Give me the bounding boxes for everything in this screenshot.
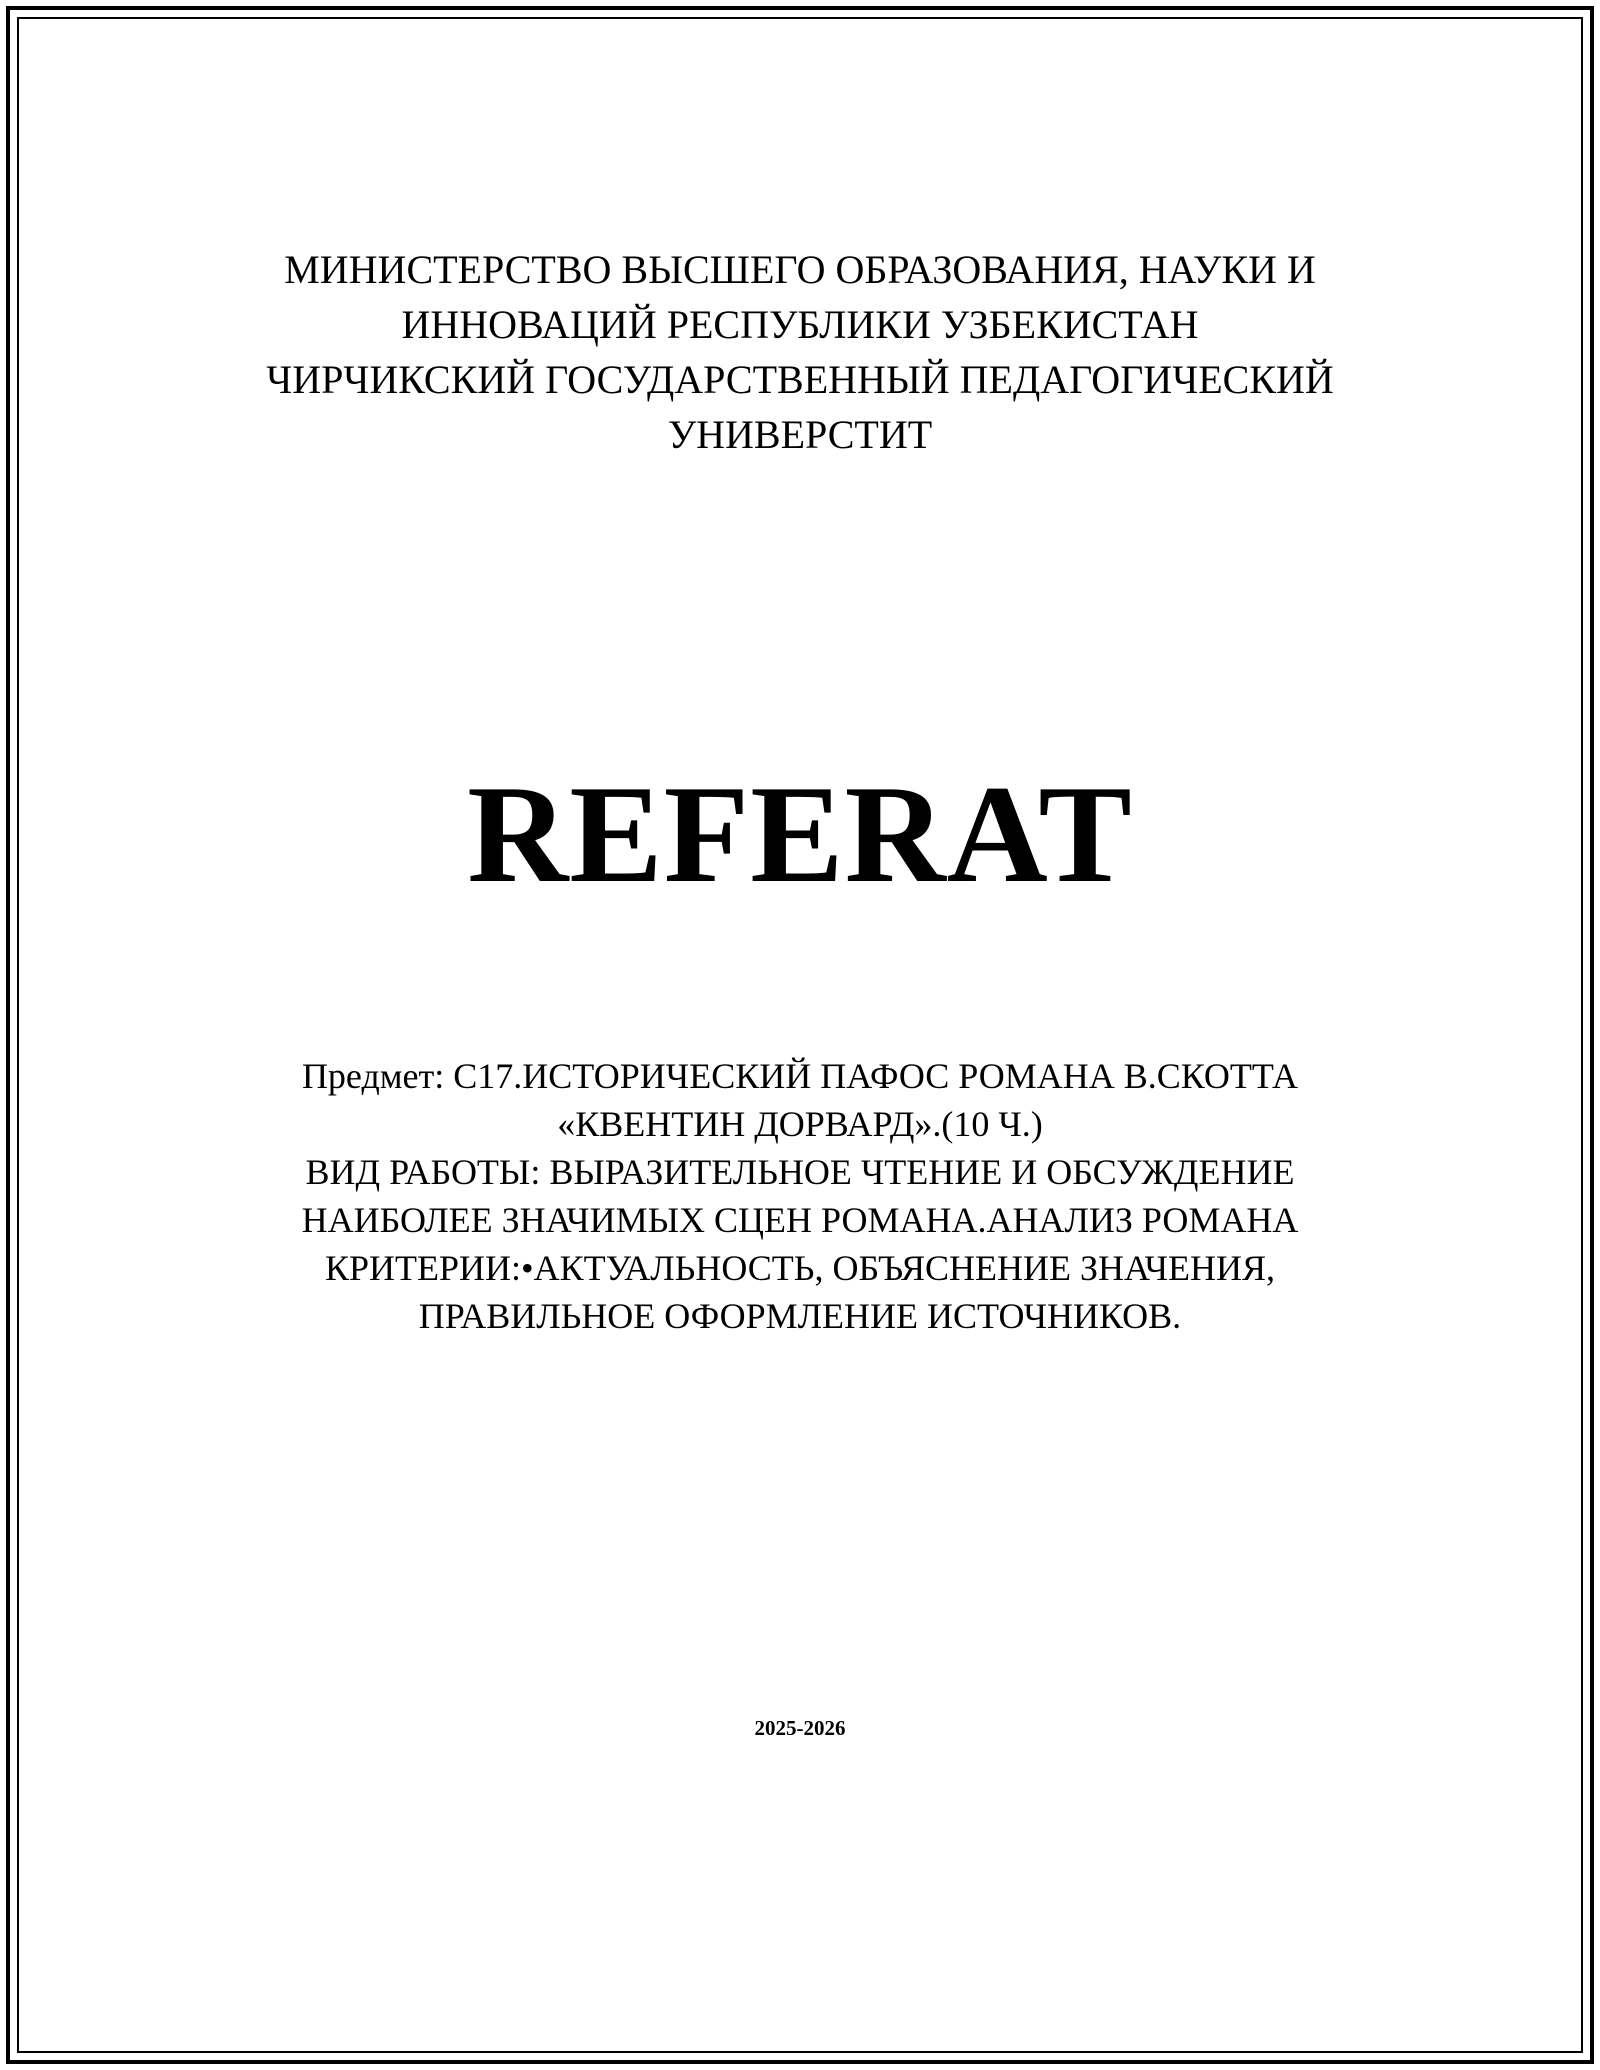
subject-line: Предмет: С17.ИСТОРИЧЕСКИЙ ПАФОС РОМАНА В.СКОТТА: [301, 1056, 1299, 1096]
subject-line: ПРАВИЛЬНОЕ ОФОРМЛЕНИЕ ИСТОЧНИКОВ.: [418, 1296, 1182, 1336]
header-line: УНИВЕРСТИТ: [667, 412, 933, 457]
subject-line: КРИТЕРИИ:•АКТУАЛЬНОСТЬ, ОБЪЯСНЕНИЕ ЗНАЧЕНИЯ,: [325, 1248, 1275, 1288]
subject-block: [0, 1052, 1600, 1340]
header-line: МИНИСТЕРСТВО ВЫСШЕГО ОБРАЗОВАНИЯ, НАУКИ И: [284, 247, 1316, 292]
document-title: REFERAT: [467, 757, 1133, 912]
subject-line: НАИБОЛЕЕ ЗНАЧИМЫХ СЦЕН РОМАНА.АНАЛИЗ РОМАНА: [301, 1200, 1299, 1240]
subject-line: «КВЕНТИН ДОРВАРД».(10 Ч.): [557, 1104, 1043, 1144]
academic-year: 2025-2026: [754, 1716, 846, 1740]
header-line: ЧИРЧИКСКИЙ ГОСУДАРСТВЕННЫЙ ПЕДАГОГИЧЕСКИЙ: [266, 357, 1334, 402]
institution-header: [0, 242, 1600, 462]
header-line: ИННОВАЦИЙ РЕСПУБЛИКИ УЗБЕКИСТАН: [401, 302, 1199, 347]
subject-line: ВИД РАБОТЫ: ВЫРАЗИТЕЛЬНОЕ ЧТЕНИЕ И ОБСУЖДЕНИЕ: [305, 1152, 1295, 1192]
